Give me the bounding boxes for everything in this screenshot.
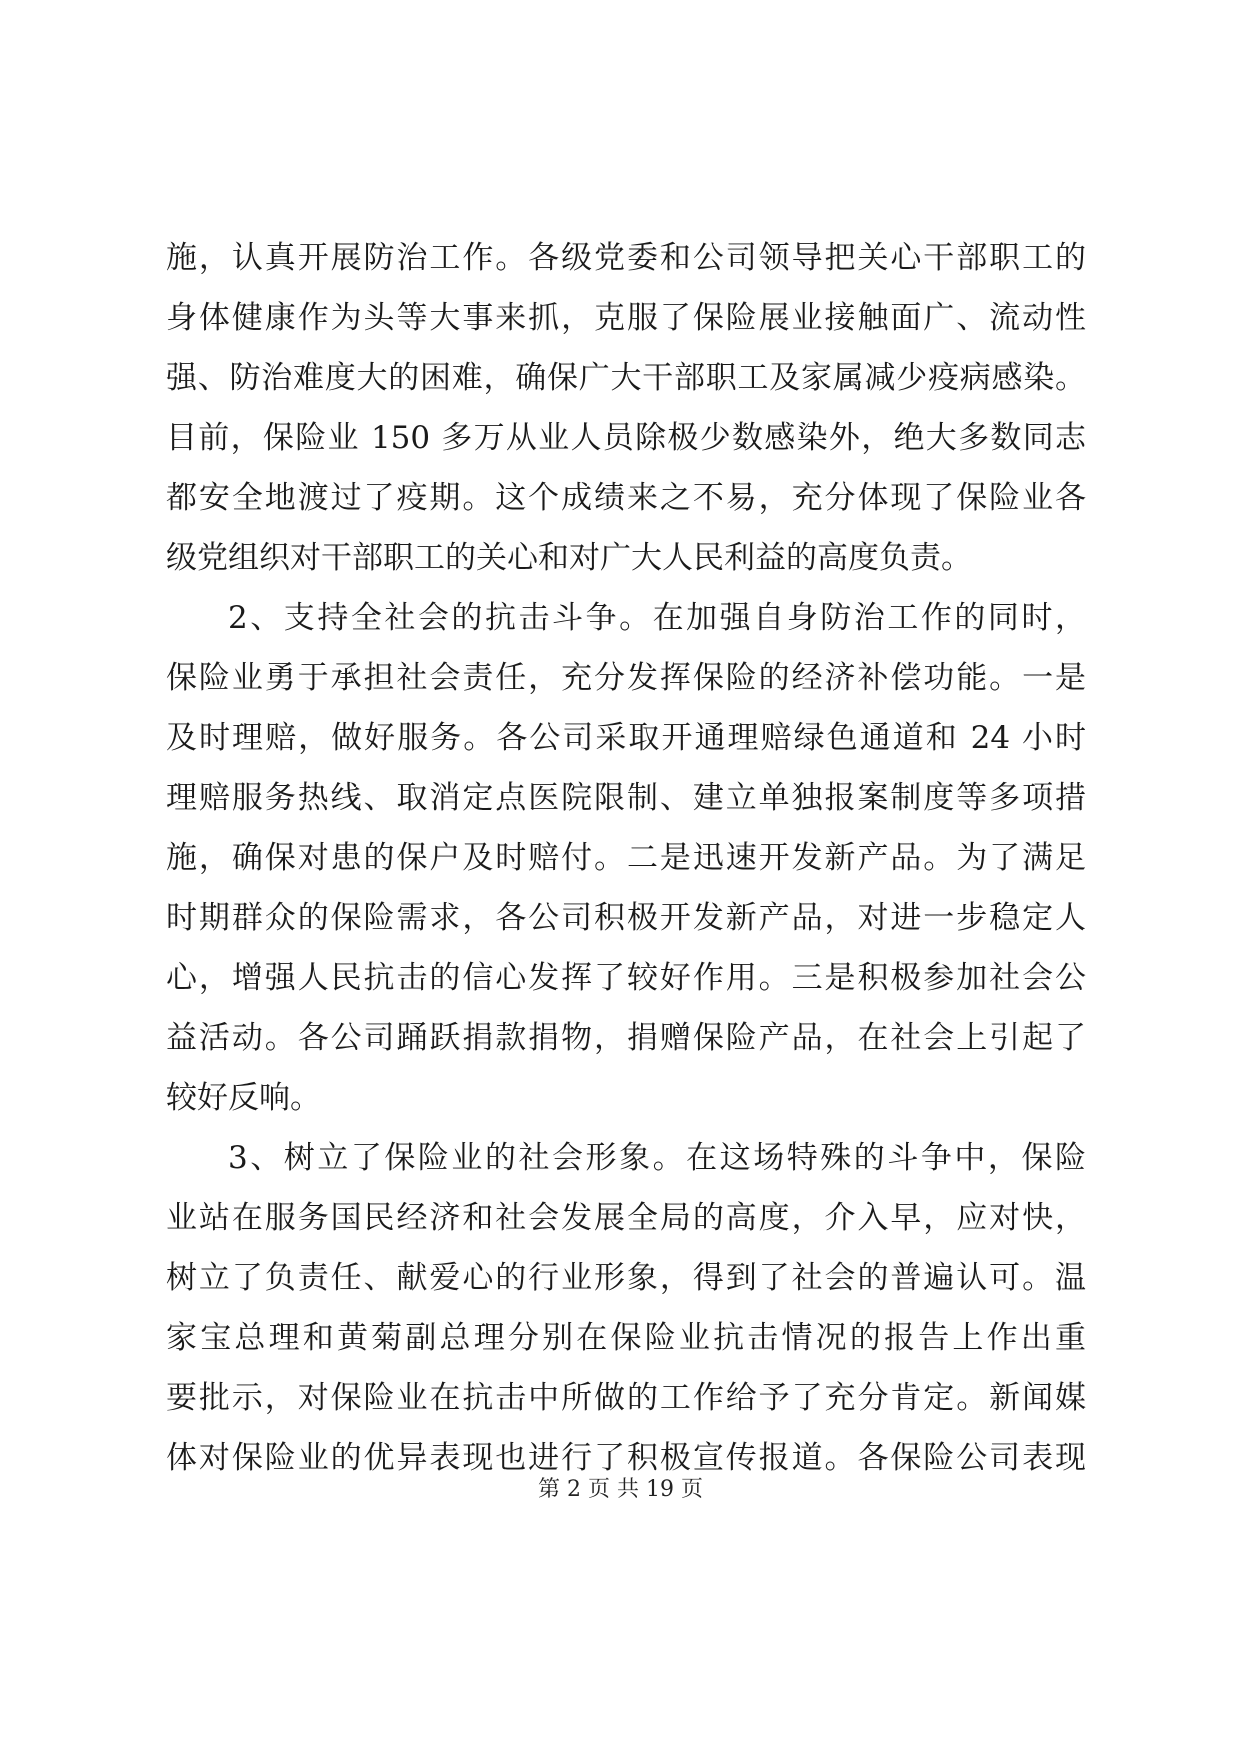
text-line: 业站在服务国民经济和社会发展全局的高度，介入早，应对快，	[166, 1200, 1086, 1236]
text-line: 家宝总理和黄菊副总理分别在保险业抗击情况的报告上作出重	[166, 1320, 1086, 1356]
text-line: 施，认真开展防治工作。各级党委和公司领导把关心干部职工的	[166, 240, 1086, 276]
text-line: 理赔服务热线、取消定点医院限制、建立单独报案制度等多项措	[166, 780, 1086, 816]
text-line: 都安全地渡过了疫期。这个成绩来之不易，充分体现了保险业各	[166, 480, 1086, 516]
text-line: 心，增强人民抗击的信心发挥了较好作用。三是积极参加社会公	[166, 960, 1086, 996]
text-line: 强、防治难度大的困难，确保广大干部职工及家属减少疫病感染。	[166, 360, 1086, 396]
text-line: 及时理赔，做好服务。各公司采取开通理赔绿色通道和 24 小时	[166, 720, 1086, 756]
text-line: 保险业勇于承担社会责任，充分发挥保险的经济补偿功能。一是	[166, 660, 1086, 696]
page-footer: 第 2 页 共 19 页	[538, 1477, 703, 1502]
text-line: 身体健康作为头等大事来抓，克服了保险展业接触面广、流动性	[166, 300, 1086, 336]
text-line: 体对保险业的优异表现也进行了积极宣传报道。各保险公司表现	[166, 1440, 1086, 1476]
text-line: 益活动。各公司踊跃捐款捐物，捐赠保险产品，在社会上引起了	[166, 1020, 1086, 1056]
text-line: 目前，保险业 150 多万从业人员除极少数感染外，绝大多数同志	[166, 420, 1086, 456]
text-line: 要批示，对保险业在抗击中所做的工作给予了充分肯定。新闻媒	[166, 1380, 1086, 1416]
text-line: 时期群众的保险需求，各公司积极开发新产品，对进一步稳定人	[166, 900, 1086, 936]
body-text	[166, 228, 1086, 1488]
text-line: 2、支持全社会的抗击斗争。在加强自身防治工作的同时，	[228, 600, 1086, 636]
text-line: 树立了负责任、献爱心的行业形象，得到了社会的普遍认可。温	[166, 1260, 1086, 1296]
text-line: 级党组织对干部职工的关心和对广大人民利益的高度负责。	[166, 540, 972, 576]
text-line: 较好反响。	[166, 1080, 321, 1116]
text-line: 施，确保对患的保户及时赔付。二是迅速开发新产品。为了满足	[166, 840, 1086, 876]
text-line: 3、树立了保险业的社会形象。在这场特殊的斗争中，保险	[228, 1140, 1086, 1176]
